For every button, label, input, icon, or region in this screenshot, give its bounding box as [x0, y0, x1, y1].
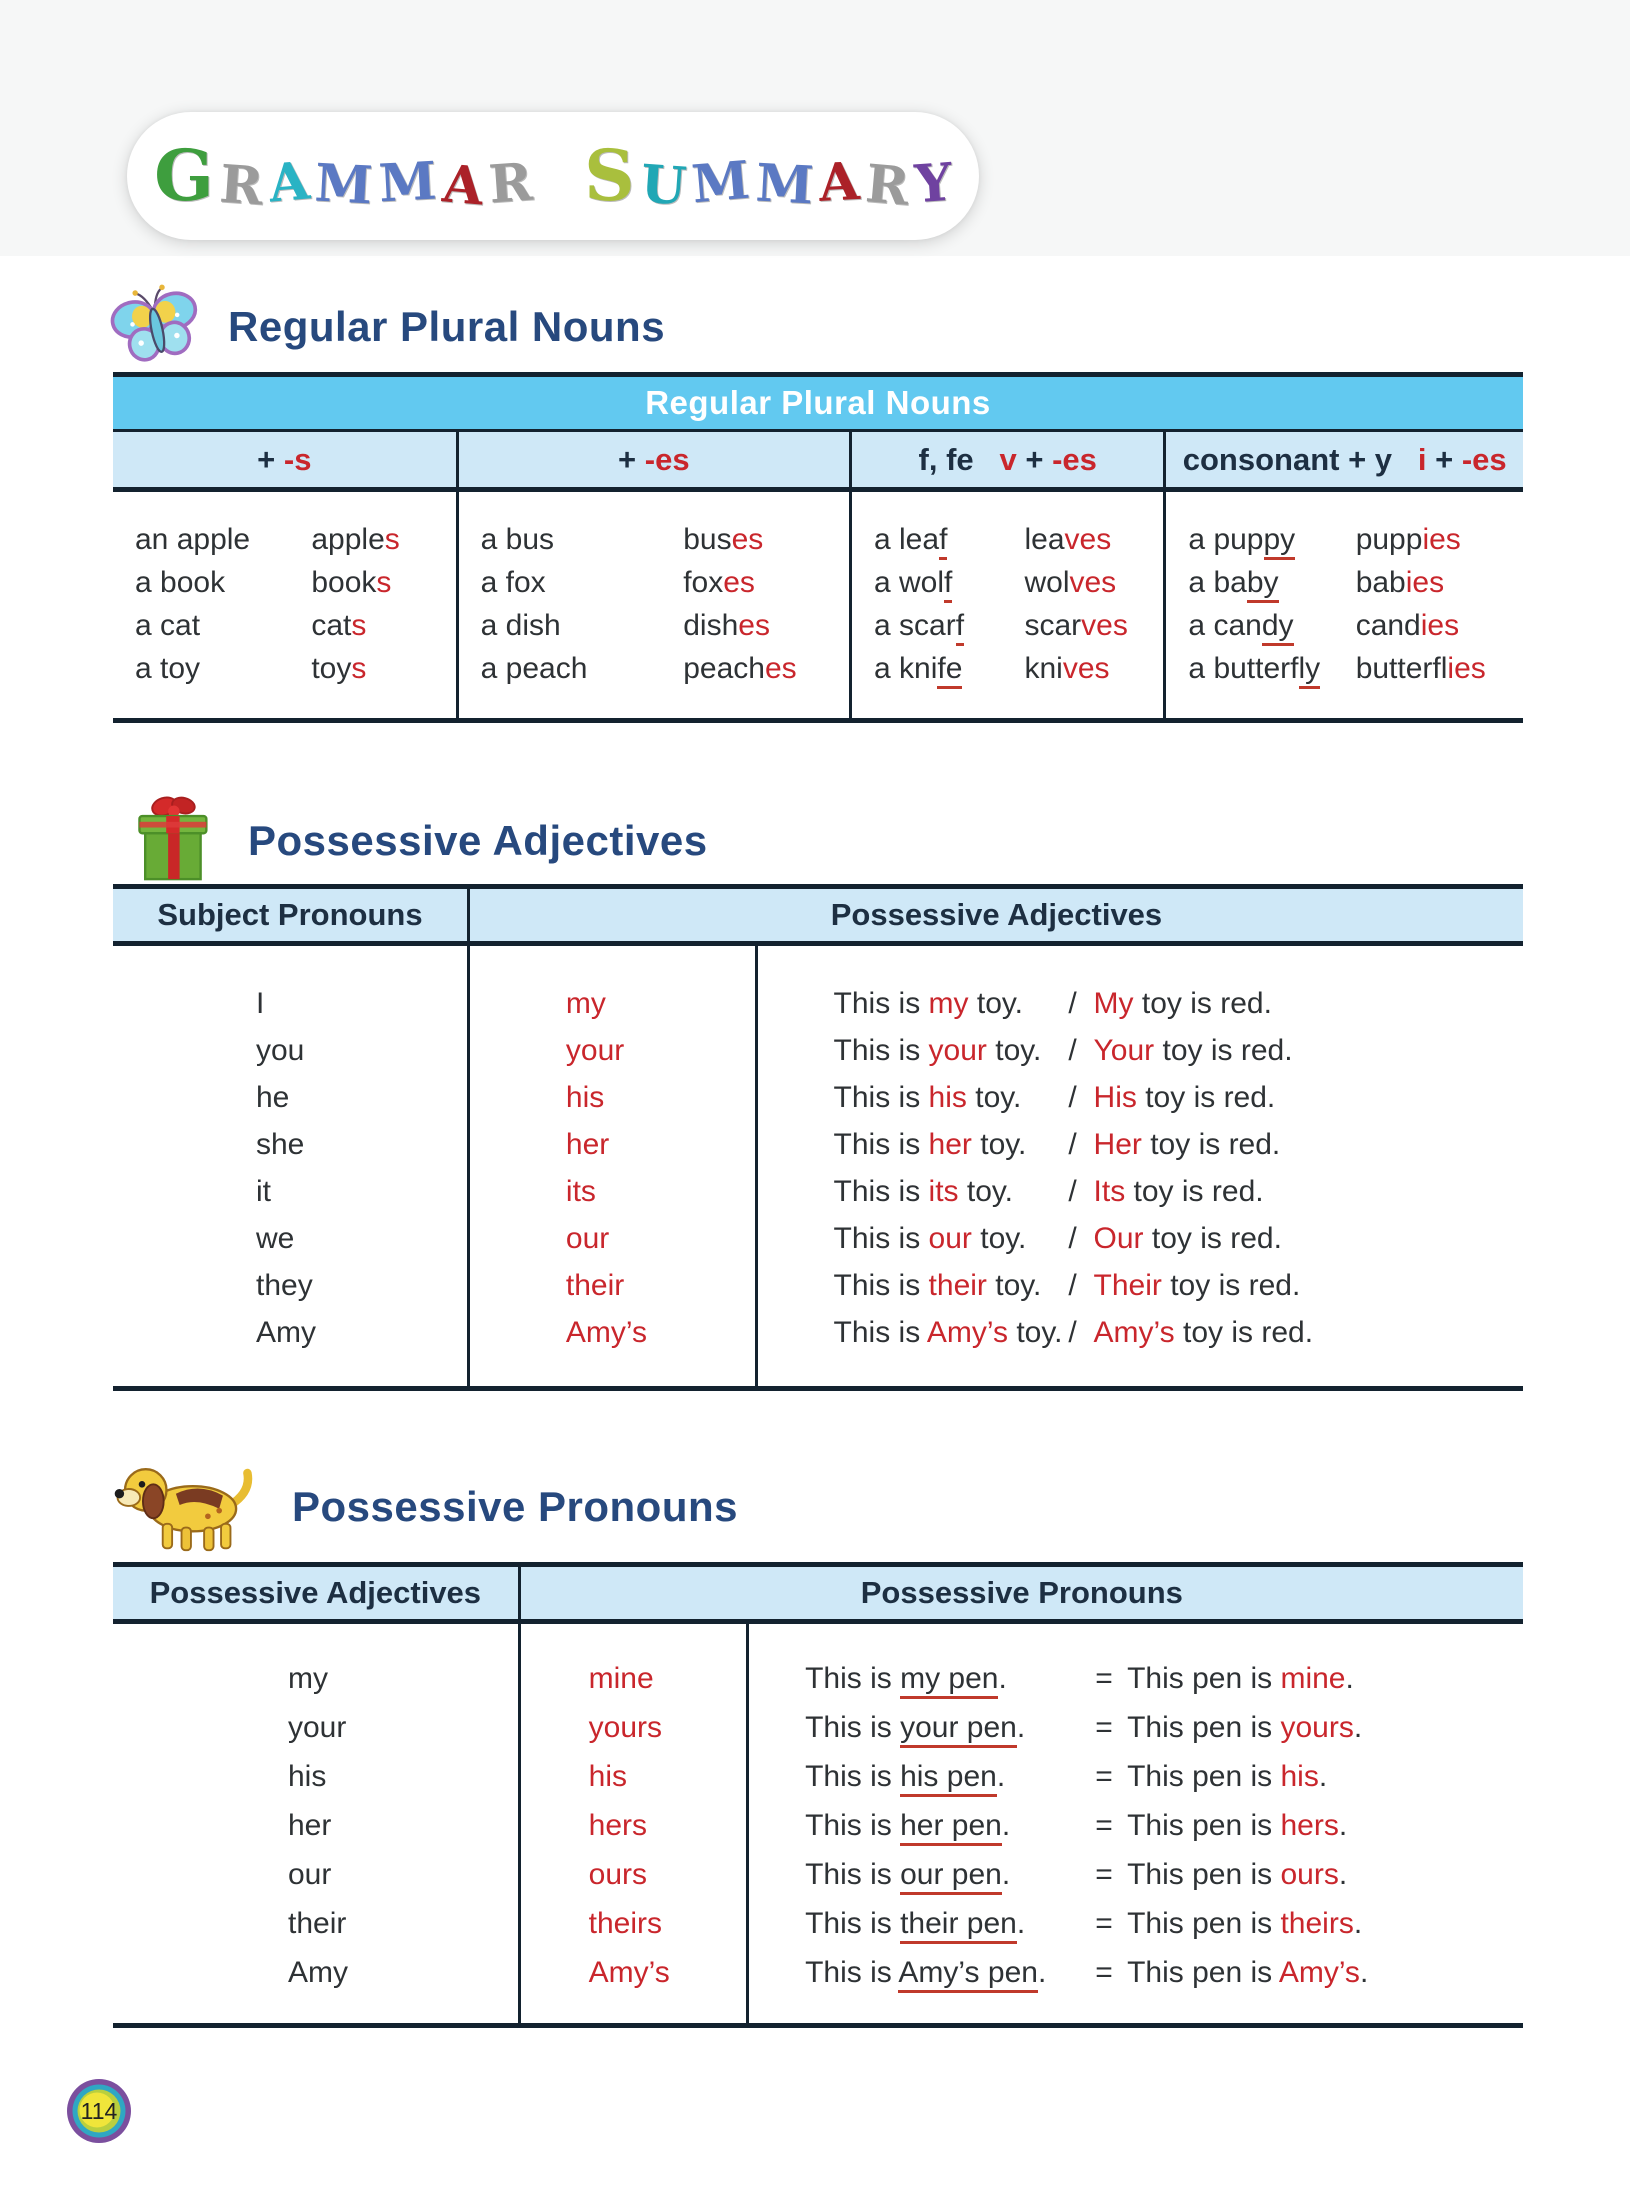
- pair-row: [1188, 647, 1523, 690]
- plural-word: babies: [1355, 566, 1445, 599]
- example-sentence: This is its toy. / Its toy is red.: [834, 1168, 1523, 1215]
- possessive-adjective: Amy: [288, 1956, 348, 1989]
- possessive-adjective: my: [288, 1662, 328, 1695]
- example-sentence: This is our pen. = This pen is ours.: [805, 1850, 1523, 1899]
- example-sentences-column: [746, 1624, 1523, 2023]
- equals-separator: =: [1095, 1662, 1113, 1695]
- slash-separator: /: [1068, 1034, 1077, 1067]
- slash-separator: /: [1068, 1081, 1077, 1114]
- pair-row: [135, 604, 456, 647]
- possessive-pronoun: theirs: [588, 1907, 663, 1940]
- example-sentence: This is Amy’s pen. = This pen is Amy’s.: [805, 1948, 1523, 1997]
- dog-icon: [110, 1456, 270, 1559]
- possessive-adjective: her: [288, 1809, 332, 1842]
- section-heading-possessive-adjectives: [128, 793, 708, 889]
- example-sentence: This is your pen. = This pen is yours.: [805, 1703, 1523, 1752]
- plural-word: leaves: [1024, 523, 1112, 556]
- possessive-adjective: your: [288, 1711, 347, 1744]
- singular-word: a cat: [135, 609, 201, 642]
- equals-separator: =: [1095, 1760, 1113, 1793]
- possessive-adjectives-table: [113, 884, 1523, 1391]
- possessive-pronoun: Amy’s: [588, 1956, 670, 1989]
- singular-word: a dish: [480, 609, 561, 642]
- title-letter: M: [377, 150, 439, 215]
- pair-row: [874, 604, 1163, 647]
- example-sentence: This is our toy. / Our toy is red.: [834, 1215, 1523, 1262]
- title-letter: R: [486, 151, 535, 216]
- plural-word: candies: [1355, 609, 1460, 642]
- title-letter: M: [313, 152, 375, 217]
- example-sentence: This is my toy. / My toy is red.: [834, 980, 1523, 1027]
- example-sentence: This is his pen. = This pen is his.: [805, 1752, 1523, 1801]
- possessive-pronoun: hers: [588, 1809, 648, 1842]
- title-letter: A: [439, 153, 486, 218]
- equals-separator: =: [1095, 1809, 1113, 1842]
- regular-plural-nouns-table: [113, 372, 1523, 723]
- section-title: Regular Plural Nouns: [228, 303, 666, 350]
- singular-word: a leaf: [874, 518, 1024, 561]
- possessive-adjectives-column: [113, 1624, 518, 2023]
- pair-row: [1188, 604, 1523, 647]
- grammar-summary-title: [127, 112, 979, 240]
- possessive-adjective: your: [565, 1034, 625, 1067]
- plural-word: dishes: [683, 609, 770, 642]
- table-title-band: Regular Plural Nouns: [113, 377, 1523, 432]
- column-headers-row: [113, 432, 1523, 492]
- pair-row: [481, 561, 849, 604]
- example-sentence: This is your toy. / Your toy is red.: [834, 1027, 1523, 1074]
- example-sentence: This is my pen. = This pen is mine.: [805, 1654, 1523, 1703]
- subject-pronoun: they: [256, 1269, 313, 1302]
- possessive-adjectives-column: [467, 946, 755, 1386]
- subject-pronoun: I: [256, 987, 265, 1020]
- plural-word: toys: [311, 652, 367, 685]
- title-letter: R: [217, 153, 265, 218]
- pair-row: [874, 518, 1163, 561]
- singular-word: a bus: [480, 523, 555, 556]
- table-body: [113, 946, 1523, 1386]
- possessive-adjective: their: [565, 1269, 625, 1302]
- example-sentence: This is their toy. / Their toy is red.: [834, 1262, 1523, 1309]
- pair-row: [1188, 561, 1523, 604]
- column-header: + -s: [257, 441, 312, 477]
- title-letter: A: [266, 150, 312, 215]
- possessive-adjective: Amy’s: [565, 1316, 648, 1349]
- plural-word: peaches: [683, 652, 797, 685]
- plural-word: scarves: [1024, 609, 1128, 642]
- column-header: Possessive Pronouns: [518, 1567, 1523, 1619]
- singular-word: a toy: [135, 652, 201, 685]
- title-letter: A: [817, 150, 862, 215]
- plural-word: wolves: [1024, 566, 1117, 599]
- title-letter: R: [862, 153, 912, 218]
- plural-word: puppies: [1355, 523, 1461, 556]
- title-word-grammar: [151, 134, 535, 218]
- column-header: Possessive Adjectives: [149, 1575, 482, 1610]
- subject-pronoun: she: [256, 1128, 305, 1161]
- example-sentence: This is her pen. = This pen is hers.: [805, 1801, 1523, 1850]
- possessive-adjective: his: [565, 1081, 605, 1114]
- section-heading-possessive-pronouns: [110, 1458, 738, 1556]
- example-sentences-column: [755, 946, 1523, 1386]
- singular-word: a butterfly: [1188, 647, 1355, 690]
- pair-row: [874, 647, 1163, 690]
- example-sentence: This is his toy. / His toy is red.: [834, 1074, 1523, 1121]
- slash-separator: /: [1068, 1316, 1077, 1349]
- possessive-pronoun: mine: [588, 1662, 654, 1695]
- page-number-badge: [66, 2078, 132, 2144]
- plural-word: foxes: [683, 566, 755, 599]
- singular-word: a book: [135, 566, 226, 599]
- section-title: Possessive Adjectives: [248, 817, 708, 864]
- slash-separator: /: [1068, 1128, 1077, 1161]
- singular-word: a puppy: [1188, 518, 1355, 561]
- butterfly-icon: [110, 283, 202, 372]
- pair-row: [481, 518, 849, 561]
- subject-pronoun: Amy: [256, 1316, 316, 1349]
- slash-separator: /: [1068, 987, 1077, 1020]
- singular-word: a wolf: [874, 561, 1024, 604]
- pair-row: [874, 561, 1163, 604]
- singular-word: a candy: [1188, 604, 1355, 647]
- column-header: Possessive Adjectives: [467, 889, 1523, 941]
- plural-column-y: [1163, 492, 1523, 718]
- title-letter: G: [154, 134, 214, 217]
- plural-column-f-fe: [849, 492, 1163, 718]
- possessive-adjective: his: [288, 1760, 327, 1793]
- plural-word: apples: [311, 523, 400, 556]
- pair-row: [481, 647, 849, 690]
- gift-icon: [128, 791, 214, 892]
- singular-word: a scarf: [874, 604, 1024, 647]
- pair-row: [135, 561, 456, 604]
- table-body: [113, 1624, 1523, 2023]
- section-heading-regular-plural-nouns: [110, 284, 665, 370]
- column-headers-row: [113, 889, 1523, 946]
- possessive-adjective: their: [288, 1907, 347, 1940]
- title-letter: M: [689, 149, 753, 216]
- title-letter: U: [638, 153, 688, 218]
- column-header: + -es: [456, 432, 849, 487]
- pair-row: [135, 647, 456, 690]
- plural-word: books: [311, 566, 392, 599]
- possessive-adjective: our: [288, 1858, 332, 1891]
- column-headers-row: [113, 1567, 1523, 1624]
- plural-column-s: [113, 492, 456, 718]
- slash-separator: /: [1068, 1222, 1077, 1255]
- plural-word: buses: [683, 523, 764, 556]
- singular-word: a baby: [1188, 561, 1355, 604]
- table-body: [113, 492, 1523, 718]
- column-header: consonant + y i + -es: [1163, 432, 1523, 487]
- singular-word: a fox: [480, 566, 546, 599]
- plural-word: knives: [1024, 652, 1110, 685]
- title-letter: Y: [912, 151, 955, 216]
- possessive-adjective: my: [565, 987, 606, 1020]
- title-word-summary: [581, 134, 955, 218]
- possessive-adjective: its: [565, 1175, 596, 1208]
- subject-pronouns-column: [113, 946, 467, 1386]
- title-letter: M: [754, 152, 815, 217]
- slash-separator: /: [1068, 1175, 1077, 1208]
- equals-separator: =: [1095, 1858, 1113, 1891]
- example-sentence: This is Amy’s toy. / Amy’s toy is red.: [834, 1309, 1523, 1356]
- column-header: f, fe v + -es: [849, 432, 1163, 487]
- possessive-adjective: her: [565, 1128, 610, 1161]
- possessive-pronouns-column: [518, 1624, 746, 2023]
- subject-pronoun: he: [256, 1081, 290, 1114]
- example-sentence: This is their pen. = This pen is theirs.: [805, 1899, 1523, 1948]
- column-header: Subject Pronouns: [157, 897, 423, 932]
- plural-word: butterflies: [1355, 652, 1486, 685]
- equals-separator: =: [1095, 1711, 1113, 1744]
- plural-word: cats: [311, 609, 367, 642]
- subject-pronoun: it: [256, 1175, 271, 1208]
- possessive-pronoun: his: [588, 1760, 628, 1793]
- plural-column-es: [456, 492, 849, 718]
- singular-word: a knife: [874, 647, 1024, 690]
- singular-word: an apple: [135, 523, 251, 556]
- equals-separator: =: [1095, 1956, 1113, 1989]
- singular-word: a peach: [480, 652, 588, 685]
- pair-row: [135, 518, 456, 561]
- page-number: 114: [80, 2098, 118, 2124]
- title-letter: S: [584, 134, 635, 217]
- possessive-adjective: our: [565, 1222, 610, 1255]
- pair-row: [481, 604, 849, 647]
- subject-pronoun: you: [256, 1034, 305, 1067]
- pair-row: [1188, 518, 1523, 561]
- section-title: Possessive Pronouns: [292, 1483, 739, 1530]
- possessive-pronoun: ours: [588, 1858, 648, 1891]
- slash-separator: /: [1068, 1269, 1077, 1302]
- possessive-pronoun: yours: [588, 1711, 663, 1744]
- possessive-pronouns-table: [113, 1562, 1523, 2028]
- subject-pronoun: we: [256, 1222, 295, 1255]
- equals-separator: =: [1095, 1907, 1113, 1940]
- example-sentence: This is her toy. / Her toy is red.: [834, 1121, 1523, 1168]
